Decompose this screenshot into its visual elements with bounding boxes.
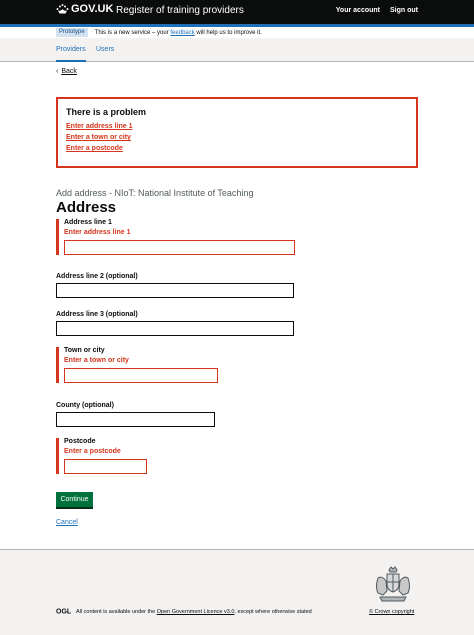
phase-banner [56,28,418,37]
form-group-address3 [56,311,294,336]
ogl-logo-text: OGL [56,608,72,615]
phase-text [95,30,262,36]
page-title: Address [56,199,117,216]
postcode-error: Enter a postcode [64,448,121,455]
chevron-left-icon: ‹ [56,68,59,75]
tab-providers[interactable]: Providers [56,46,86,62]
service-name[interactable]: Register of training providers [116,5,244,16]
royal-coat-of-arms-icon [372,564,414,604]
error-link-town[interactable]: Enter a town or city [66,134,131,141]
town-label: Town or city [64,347,105,354]
crown-copyright-link[interactable]: © Crown copyright [369,609,415,615]
feedback-link[interactable]: feedback [170,29,195,36]
licence-text-after: , except where otherwise stated [234,609,312,615]
logo-text: GOV.UK [71,3,114,15]
form-group-county [56,402,215,427]
crown-icon [56,3,69,15]
error-link-postcode[interactable]: Enter a postcode [66,145,123,152]
postcode-input[interactable] [64,459,147,474]
error-link-address1[interactable]: Enter address line 1 [66,123,133,130]
licence-text [76,609,312,615]
address1-error: Enter address line 1 [64,229,131,236]
your-account-link[interactable]: Your account [335,7,380,14]
page-caption: Add address - NIoT: National Institute of Teaching [56,188,254,198]
header-blue-bar [0,24,474,27]
address2-input[interactable] [56,283,294,298]
error-summary [56,97,418,168]
address3-input[interactable] [56,321,294,336]
address2-label: Address line 2 (optional) [56,273,138,280]
ogl-logo-icon [56,607,72,615]
form-group-town [56,347,218,383]
form-group-address2 [56,273,294,298]
tab-users[interactable]: Users [96,46,115,53]
address1-label: Address line 1 [64,219,112,226]
county-input[interactable] [56,412,215,427]
licence-text-before: All content is available under the [76,609,156,615]
back-link-label: Back [61,68,77,75]
continue-button[interactable]: Continue [56,492,93,507]
back-link[interactable] [56,68,77,75]
sign-out-link[interactable]: Sign out [390,7,418,14]
govuk-footer [0,549,474,635]
phase-text-before: This is a new service – your [94,29,169,36]
open-government-licence-link[interactable]: Open Government Licence v3.0 [156,609,235,615]
form-group-address1 [56,219,295,255]
govuk-header [0,0,474,24]
form-group-postcode [56,438,147,474]
address3-label: Address line 3 (optional) [56,311,138,318]
town-input[interactable] [64,368,218,383]
header-nav [336,7,418,14]
postcode-label: Postcode [64,438,96,445]
sub-navigation [0,38,474,62]
cancel-link[interactable]: Cancel [56,519,78,526]
error-summary-title: There is a problem [66,107,147,117]
county-label: County (optional) [56,402,114,409]
govuk-logo[interactable] [56,3,113,15]
phase-tag: Prototype [56,28,88,37]
error-summary-list [66,123,408,152]
town-error: Enter a town or city [64,357,129,364]
phase-text-after: will help us to improve it. [196,29,262,36]
address1-input[interactable] [64,240,295,255]
